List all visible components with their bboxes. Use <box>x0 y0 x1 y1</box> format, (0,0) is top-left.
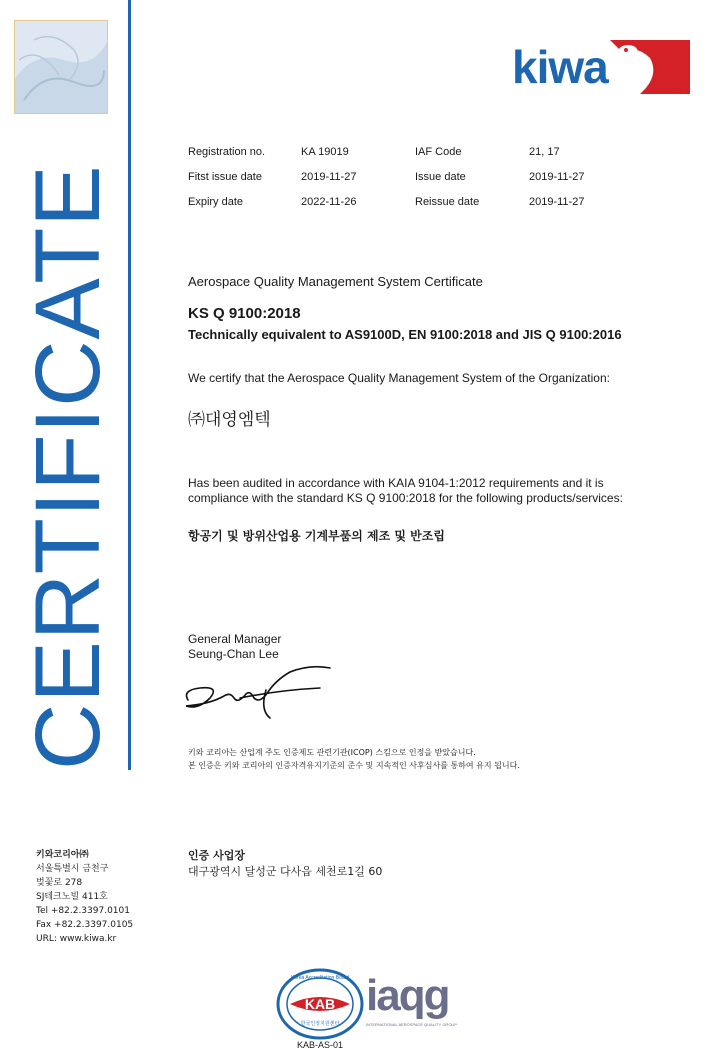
blue-vertical-rule <box>128 0 131 770</box>
iaf-code-value: 21, 17 <box>529 146 560 158</box>
registration-value: KA 19019 <box>301 146 349 158</box>
expiry-date-label: Expiry date <box>188 196 244 208</box>
kiwa-logo-text: kiwa <box>512 41 608 93</box>
contact-company: 키와코리아㈜ <box>36 850 89 860</box>
certify-statement: We certify that the Aerospace Quality Management System of the Organization: <box>188 371 610 385</box>
certified-site-block <box>188 848 382 880</box>
notice-line-2: 본 인증은 키와 코리아의 인증자격유지기준의 준수 및 지속적인 사후심사를 통하여 유지 됩니다. <box>188 761 520 770</box>
first-issue-value: 2019-11-27 <box>301 171 357 183</box>
kab-text: KAB <box>304 996 336 1012</box>
certification-scope: 항공기 및 방위산업용 기계부품의 제조 및 반조립 <box>188 529 445 543</box>
issue-date-value: 2019-11-27 <box>529 171 585 183</box>
kab-ring-text: Korea Accreditation Board <box>290 975 350 981</box>
kab-seal <box>276 968 364 1040</box>
iaqg-sub-text: INTERNATIONAL AEROSPACE QUALITY GROUP <box>366 1022 457 1027</box>
organization-name: ㈜대영엠텍 <box>188 410 271 430</box>
contact-url: URL: www.kiwa.kr <box>36 934 117 944</box>
signature-image <box>180 660 340 720</box>
corner-artwork <box>14 20 108 114</box>
kab-sub-text: 한국인정지원센터 <box>300 1021 340 1027</box>
audit-line-1: Has been audited in accordance with KAIA 9104-1:2012 requirements and it is <box>188 476 604 490</box>
contact-tel: Tel +82.2.3397.0101 <box>36 906 130 916</box>
signatory-title: General Manager <box>188 632 282 646</box>
certificate-title: Aerospace Quality Management System Certificate <box>188 274 483 289</box>
iaf-code-label: IAF Code <box>415 146 462 158</box>
registration-label: Registration no. <box>188 146 266 158</box>
iaqg-logo <box>366 972 462 1034</box>
standard-equivalence: Technically equivalent to AS9100D, EN 9100:2018 and JIS Q 9100:2016 <box>188 327 622 342</box>
reissue-date-value: 2019-11-27 <box>529 196 585 208</box>
certificate-vertical-title: CERTIFICATE <box>17 164 119 770</box>
issue-date-label: Issue date <box>415 171 466 183</box>
audit-statement <box>188 476 688 506</box>
site-address: 대구광역시 달성군 다사읍 세천로1길 60 <box>188 865 383 878</box>
site-label: 인증 사업장 <box>188 849 245 862</box>
reissue-date-label: Reissue date <box>415 196 480 208</box>
contact-address-3: SJ테크노빌 411호 <box>36 892 108 902</box>
accreditation-notice <box>188 746 520 772</box>
signatory-name: Seung-Chan Lee <box>188 647 279 661</box>
contact-address-1: 서울특별시 금천구 <box>36 864 109 874</box>
iaqg-text: iaqg <box>366 971 449 1020</box>
kiwa-logo <box>510 36 690 98</box>
contact-block <box>36 848 133 946</box>
standard-code: KS Q 9100:2018 <box>188 305 301 322</box>
contact-fax: Fax +82.2.3397.0105 <box>36 920 134 930</box>
contact-address-2: 벚꽃로 278 <box>36 878 83 888</box>
kab-code: KAB-AS-01 <box>296 1040 344 1050</box>
audit-line-2: compliance with the standard KS Q 9100:2018 for the following products/services: <box>188 491 623 505</box>
notice-line-1: 키와 코리아는 산업계 주도 인증제도 관련기관(ICOP) 스킴으로 인정을 받았습니다. <box>188 748 476 757</box>
expiry-date-value: 2022-11-26 <box>301 196 357 208</box>
first-issue-label: Fitst issue date <box>188 171 262 183</box>
